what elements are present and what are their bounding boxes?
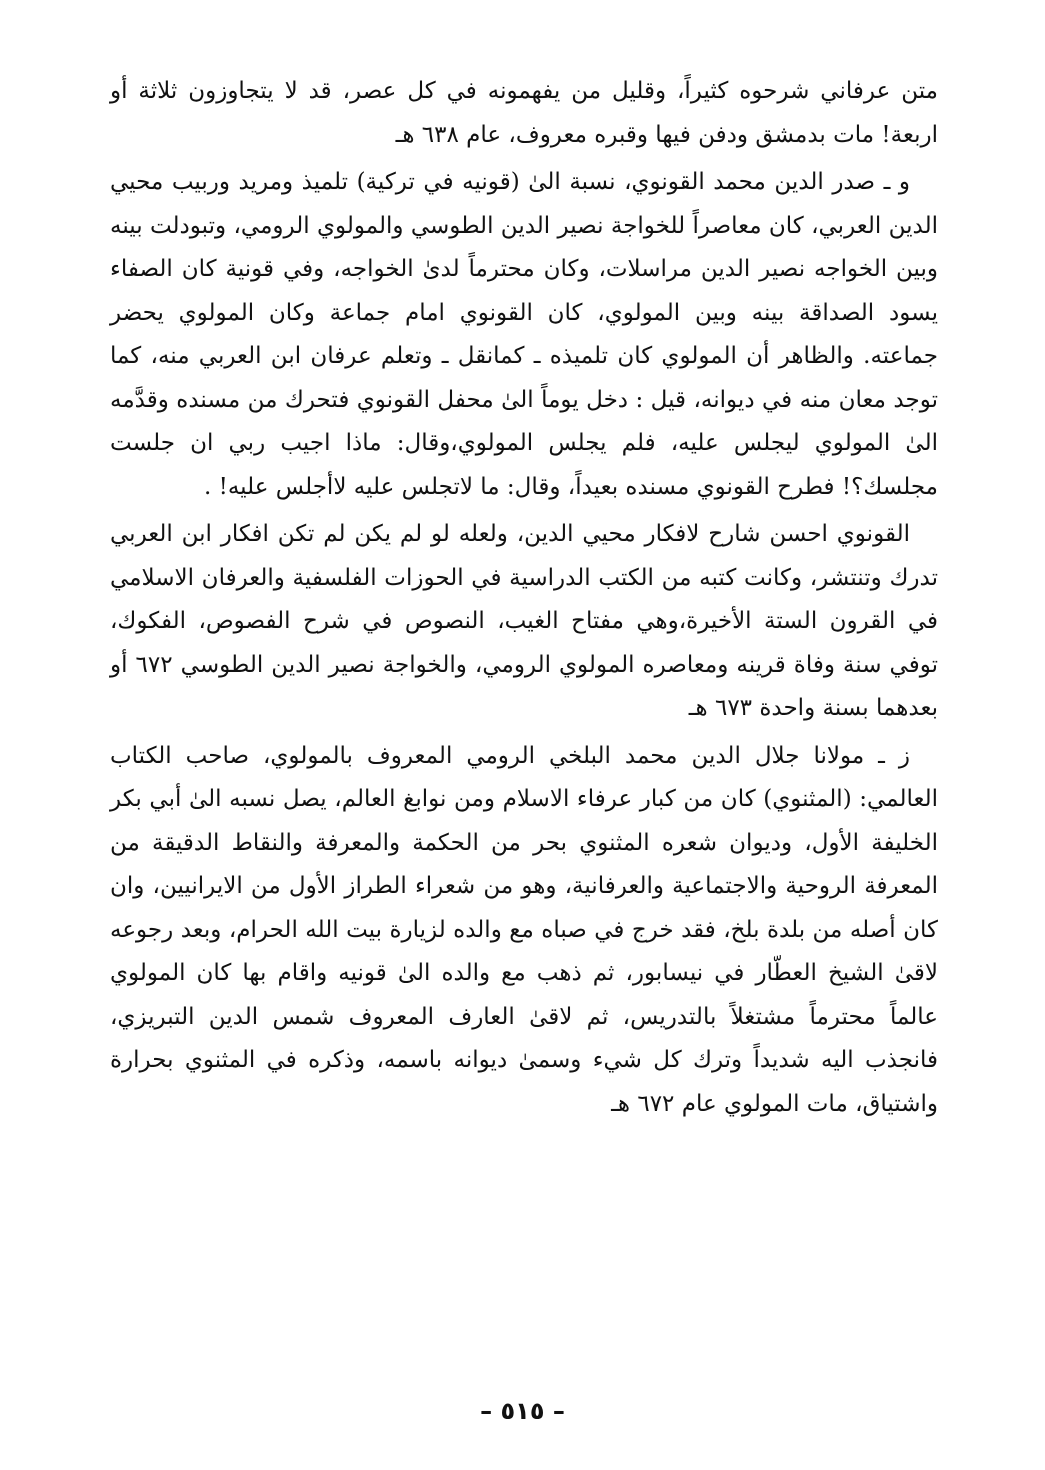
paragraph-2: و ـ صدر الدين محمد القونوي، نسبة الىٰ (قونيه في تركية) تلميذ ومريد وربيب محيي الدين العربي، كان معاصراً للخواجة نصير الدين الطوسي والمولوي الرومي، وتبودلت بينه وبين الخواجه نصير الدين مراسلات، وكان محترماً لدىٰ الخواجه، وفي قونية كان الصفاء يسود الصداقة بينه وبين المولوي، كان القونوي امام جماعة وكان المولوي يحضر جماعته. والظاهر أن المولوي كان تلميذه ـ كمانقل ـ وتعلم عرفان ابن العربي منه، كما توجد معان منه في ديوانه، قيل : دخل يوماً الىٰ محفل القونوي فتحرك من مسنده وقدَّمه الىٰ المولوي ليجلس عليه، فلم يجلس المولوي،وقال: ماذا اجيب ربي ان جلست مجلسك؟! فطرح القونوي مسنده بعيداً، وقال: ما لاتجلس عليه لاأجلس عليه! . — [110, 169, 938, 500]
page-number: – ٥١٥ – — [480, 1397, 565, 1425]
page-body — [110, 70, 938, 1370]
paragraph-4: ز ـ مولانا جلال الدين محمد البلخي الرومي المعروف بالمولوي، صاحب الكتاب العالمي: (المثنوي) كان من كبار عرفاء الاسلام ومن نوابغ العالم، يصل نسبه الىٰ أبي بكر الخليفة الأول، وديوان شعره المثنوي بحر من الحكمة والمعرفة والنقاط الدقيقة من المعرفة الروحية والاجتماعية والعرفانية، وهو من شعراء الطراز الأول من الايرانيين، وان كان أصله من بلدة بلخ، فقد خرج في صباه مع والده لزيارة بيت الله الحرام، وبعد رجوعه لاقىٰ الشيخ العطّار في نيسابور، ثم ذهب مع والده الىٰ قونيه واقام بها كان المولوي عالماً محترماً مشتغلاً بالتدريس، ثم لاقىٰ العارف المعروف شمس الدين التبريزي، فانجذب اليه شديداً وترك كل شيء وسمىٰ ديوانه باسمه، وذكره في المثنوي بحرارة واشتياق، مات المولوي عام ٦٧٢ هـ — [110, 742, 938, 1117]
paragraph-3: القونوي احسن شارح لافكار محيي الدين، ولعله لو لم يكن لم تكن افكار ابن العربي تدرك وتنتشر، وكانت كتبه من الكتب الدراسية في الحوزات الفلسفية والعرفان الاسلامي في القرون الستة الأخيرة،وهي مفتاح الغيب، النصوص في شرح الفصوص، الفكوك، توفي سنة وفاة قرينه ومعاصره المولوي الرومي، والخواجة نصير الدين الطوسي ٦٧٢ أو بعدهما بسنة واحدة ٦٧٣ هـ — [110, 521, 939, 721]
paragraph-1: متن عرفاني شرحوه كثيراً، وقليل من يفهمونه في كل عصر، قد لا يتجاوزون ثلاثة أو اربعة! مات بدمشق ودفن فيها وقبره معروف، عام ٦٣٨ هـ — [110, 78, 938, 148]
